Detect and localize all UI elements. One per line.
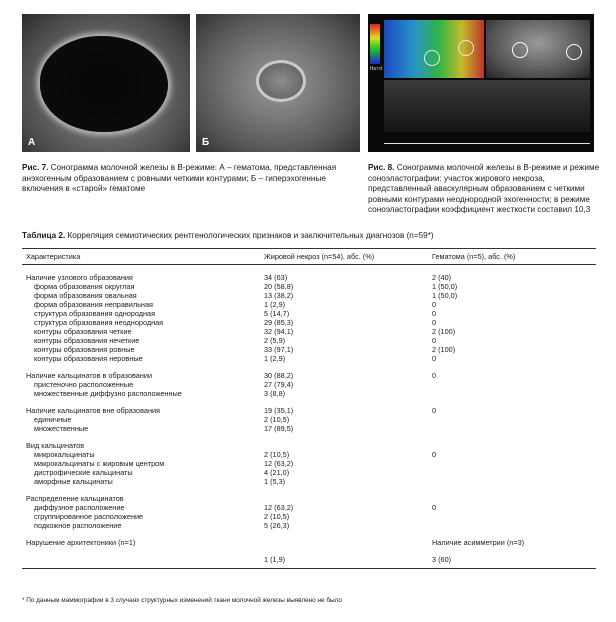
cell-characteristic: диффузное расположение — [34, 502, 125, 512]
cell-hematoma: 2 (100) — [432, 326, 456, 336]
cell-fat-necrosis: 27 (79,4) — [264, 379, 294, 389]
figure-7-caption-prefix: Рис. 7. — [22, 163, 49, 172]
table-row — [22, 459, 596, 468]
cell-hematoma: 1 (50,0) — [432, 281, 458, 291]
cell-fat-necrosis: 19 (35,1) — [264, 405, 294, 415]
cell-hematoma: 2 (100) — [432, 344, 456, 354]
figure-7a-label: А — [28, 137, 36, 148]
cell-fat-necrosis — [260, 538, 428, 547]
spacer-row — [22, 530, 596, 538]
cell-hematoma — [428, 415, 596, 424]
cell-fat-necrosis: 20 (58,8) — [264, 281, 294, 291]
cell-characteristic: Распределение кальцинатов — [26, 493, 124, 503]
cell-characteristic: дистрофические кальцинаты — [34, 467, 133, 477]
cell-hematoma: Наличие асимметрии (n=3) — [432, 537, 525, 547]
cell-fat-necrosis: 2 (10,5) — [264, 414, 290, 424]
cell-characteristic: контуры образования четкие — [34, 326, 132, 336]
table-row — [22, 309, 596, 318]
cell-hematoma: 0 — [432, 317, 437, 327]
table-row — [22, 503, 596, 512]
table-row — [22, 371, 596, 380]
cell-characteristic: подкожное расположение — [34, 520, 122, 530]
cell-hematoma: 0 — [432, 335, 437, 345]
table-row — [22, 406, 596, 415]
cell-fat-necrosis: 1 (1,9) — [260, 555, 428, 569]
cell-fat-necrosis: 33 (97,1) — [264, 344, 294, 354]
cell-fat-necrosis — [260, 441, 428, 450]
table-row — [22, 336, 596, 345]
cell-hematoma — [428, 477, 596, 486]
table-row — [22, 441, 596, 450]
cell-hematoma — [428, 521, 596, 530]
roi-circle-icon — [458, 40, 474, 56]
table-footnote: * По данным маммографии в 3 случаях структурных изменений ткани молочной железы выявлено не было — [22, 597, 342, 604]
header-fat-necrosis: Жировой некроз (n=54), абс. (%) — [260, 249, 428, 265]
cell-characteristic: структура образования неоднородная — [34, 317, 164, 327]
cell-fat-necrosis: 4 (21,0) — [264, 467, 290, 477]
header-characteristic: Характеристика — [22, 249, 260, 265]
cell-hematoma — [428, 424, 596, 433]
cell-characteristic: форма образования неправильная — [34, 299, 153, 309]
cell-hematoma: 1 (50,0) — [432, 290, 458, 300]
cell-characteristic: контуры образования нечеткие — [34, 335, 140, 345]
table-row — [22, 291, 596, 300]
cell-characteristic: Наличие кальцинатов в образовании — [26, 370, 153, 380]
cell-hematoma — [428, 468, 596, 477]
cell-fat-necrosis: 5 (14,7) — [264, 308, 290, 318]
spacer-row — [22, 398, 596, 406]
table-row — [22, 538, 596, 547]
b-mode-panel — [486, 20, 590, 78]
figure-7-caption — [22, 163, 352, 195]
table-row — [22, 273, 596, 282]
cell-fat-necrosis: 1 (5,3) — [264, 476, 286, 486]
cell-characteristic: множественные диффузно расположенные — [34, 388, 182, 398]
cell-fat-necrosis: 1 (2,9) — [264, 299, 286, 309]
table-header-row — [22, 249, 596, 265]
figure-7b-image — [196, 14, 360, 152]
figure-8-caption-text: Сонограмма молочной железы в В-режиме и режиме соноэластографии: участок жирового некроза, представленный аваскулярным образованием с четкими ровными контурами неоднородной эхогенности; в режиме соноэластографии коэффициент жесткости составил 10,3 — [368, 163, 600, 215]
cell-hematoma — [428, 380, 596, 389]
figure-7b-label: Б — [202, 137, 210, 148]
table-row — [22, 389, 596, 398]
table-row — [22, 318, 596, 327]
cell-characteristic: форма образования овальная — [34, 290, 137, 300]
table-row — [22, 415, 596, 424]
cell-characteristic: Нарушение архитектоники (n=1) — [26, 537, 136, 547]
figure-7-caption-text: Сонограмма молочной железы в В-режиме: А – гематома, представленная анэхогенным образованием с ровными четкими контурами; Б – гиперэхогенные включения в «старой» гематоме — [22, 163, 337, 194]
cell-characteristic: множественные — [34, 423, 89, 433]
cell-hematoma: 0 — [432, 502, 437, 512]
cell-hematoma — [428, 389, 596, 398]
table-row — [22, 380, 596, 389]
cell-fat-necrosis: 3 (8,8) — [264, 388, 286, 398]
cell-characteristic: Наличие кальцинатов вне образования — [26, 405, 160, 415]
cell-fat-necrosis: 2 (10,5) — [264, 511, 290, 521]
elasticity-color-bar — [370, 24, 380, 64]
cell-fat-necrosis: 5 (26,3) — [264, 520, 290, 530]
table-row — [22, 494, 596, 503]
figure-8-caption-prefix: Рис. 8. — [368, 163, 395, 172]
cell-fat-necrosis: 32 (94,1) — [264, 326, 294, 336]
cell-hematoma — [428, 441, 596, 450]
spacer-row — [22, 547, 596, 555]
table-row — [22, 450, 596, 459]
header-hematoma: Гематома (n=5), абс. (%) — [428, 249, 596, 265]
elastography-panel — [384, 20, 484, 78]
waveform-trace — [384, 134, 590, 144]
roi-circle-icon — [424, 50, 440, 66]
cell-fat-necrosis: 29 (85,3) — [264, 317, 294, 327]
cell-fat-necrosis: 2 (10,5) — [264, 449, 290, 459]
cell-characteristic: структура образования однородная — [34, 308, 156, 318]
cell-fat-necrosis: 30 (88,2) — [264, 370, 294, 380]
table-row — [22, 327, 596, 336]
cell-characteristic: сгруппированное расположение — [34, 511, 144, 521]
cell-characteristic: контуры образования неровные — [34, 353, 143, 363]
spacer-row — [22, 265, 596, 273]
figure-7a-image — [22, 14, 190, 152]
hyperechoic-inclusion-shape — [256, 60, 306, 102]
cell-characteristic: макрокальцинаты с жировым центром — [34, 458, 165, 468]
table-title — [22, 231, 434, 240]
cell-characteristic: микрокальцинаты — [34, 449, 95, 459]
cell-hematoma: 0 — [432, 299, 437, 309]
spacer-row — [22, 433, 596, 441]
spacer-row — [22, 363, 596, 371]
table-row — [22, 477, 596, 486]
cell-characteristic: пристеночно расположенные — [34, 379, 134, 389]
cell-hematoma: 0 — [432, 353, 437, 363]
roi-circle-icon — [566, 44, 582, 60]
cell-characteristic: единичные — [34, 414, 72, 424]
cell-fat-necrosis: 13 (38,2) — [264, 290, 294, 300]
table-row — [22, 468, 596, 477]
cell-fat-necrosis: 1 (2,9) — [264, 353, 286, 363]
table-row — [22, 521, 596, 530]
cell-hematoma: 0 — [432, 370, 437, 380]
anechoic-lesion-shape — [40, 36, 168, 132]
cell-hematoma — [428, 494, 596, 503]
cell-hematoma: 3 (60) — [428, 555, 596, 569]
cell-hematoma: 0 — [432, 449, 437, 459]
cell-hematoma: 0 — [432, 405, 437, 415]
table-row — [22, 424, 596, 433]
elasticity-scale-label: Hard — [370, 66, 383, 72]
cell-fat-necrosis — [260, 494, 428, 503]
table-title-text: Корреляция семиотических рентгенологических признаков и заключительных диагнозов (n=59*) — [67, 231, 434, 240]
table-row — [22, 512, 596, 521]
cell-characteristic: Наличие узлового образования — [26, 272, 133, 282]
cell-hematoma: 2 (40) — [432, 272, 452, 282]
cell-fat-necrosis: 2 (5,9) — [264, 335, 286, 345]
cell-hematoma: 0 — [432, 308, 437, 318]
table-row — [22, 300, 596, 309]
cell-hematoma — [428, 459, 596, 468]
table-row — [22, 345, 596, 354]
table-row — [22, 555, 596, 569]
roi-circle-icon — [512, 42, 528, 58]
cell-fat-necrosis: 17 (89,5) — [264, 423, 294, 433]
table-row — [22, 282, 596, 291]
cell-characteristic: Вид кальцинатов — [26, 440, 85, 450]
cell-fat-necrosis: 12 (63,2) — [264, 458, 294, 468]
table-title-prefix: Таблица 2. — [22, 231, 66, 240]
table-row — [22, 354, 596, 363]
cell-hematoma — [428, 512, 596, 521]
figure-8-image — [368, 14, 594, 152]
cell-fat-necrosis: 12 (63,2) — [264, 502, 294, 512]
cell-fat-necrosis: 34 (63) — [264, 272, 288, 282]
spacer-row — [22, 486, 596, 494]
figure-8-caption — [368, 163, 600, 216]
lower-scan-panel — [384, 80, 590, 132]
correlation-table — [22, 248, 596, 569]
cell-characteristic: аморфные кальцинаты — [34, 476, 113, 486]
cell-characteristic: контуры образования ровные — [34, 344, 135, 354]
table-body — [22, 265, 596, 569]
cell-characteristic — [22, 555, 260, 569]
cell-characteristic: форма образования округлая — [34, 281, 135, 291]
